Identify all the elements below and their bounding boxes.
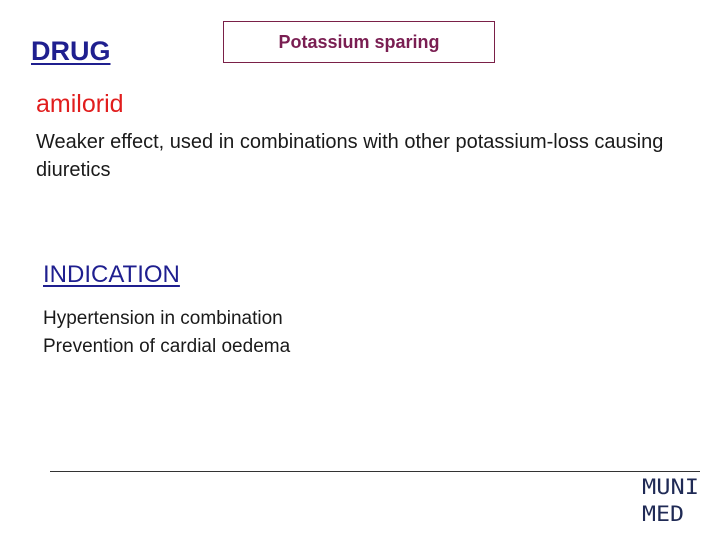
logo-line-muni: MUNI [642, 475, 699, 499]
indication-heading: INDICATION [43, 261, 180, 288]
indication-item: Hypertension in combination [43, 308, 283, 329]
drug-heading: DRUG [31, 36, 111, 66]
footer-divider [50, 471, 700, 472]
indication-list [43, 305, 290, 361]
category-label: Potassium sparing [278, 31, 440, 52]
category-box [223, 21, 495, 63]
muni-med-logo [641, 474, 701, 526]
logo-line-med: MED [642, 502, 684, 526]
drug-name: amilorid [36, 90, 124, 118]
indication-item: Prevention of cardial oedema [43, 336, 291, 357]
drug-description: Weaker effect, used in combinations with other potassium-loss causing diuretics [36, 131, 664, 181]
